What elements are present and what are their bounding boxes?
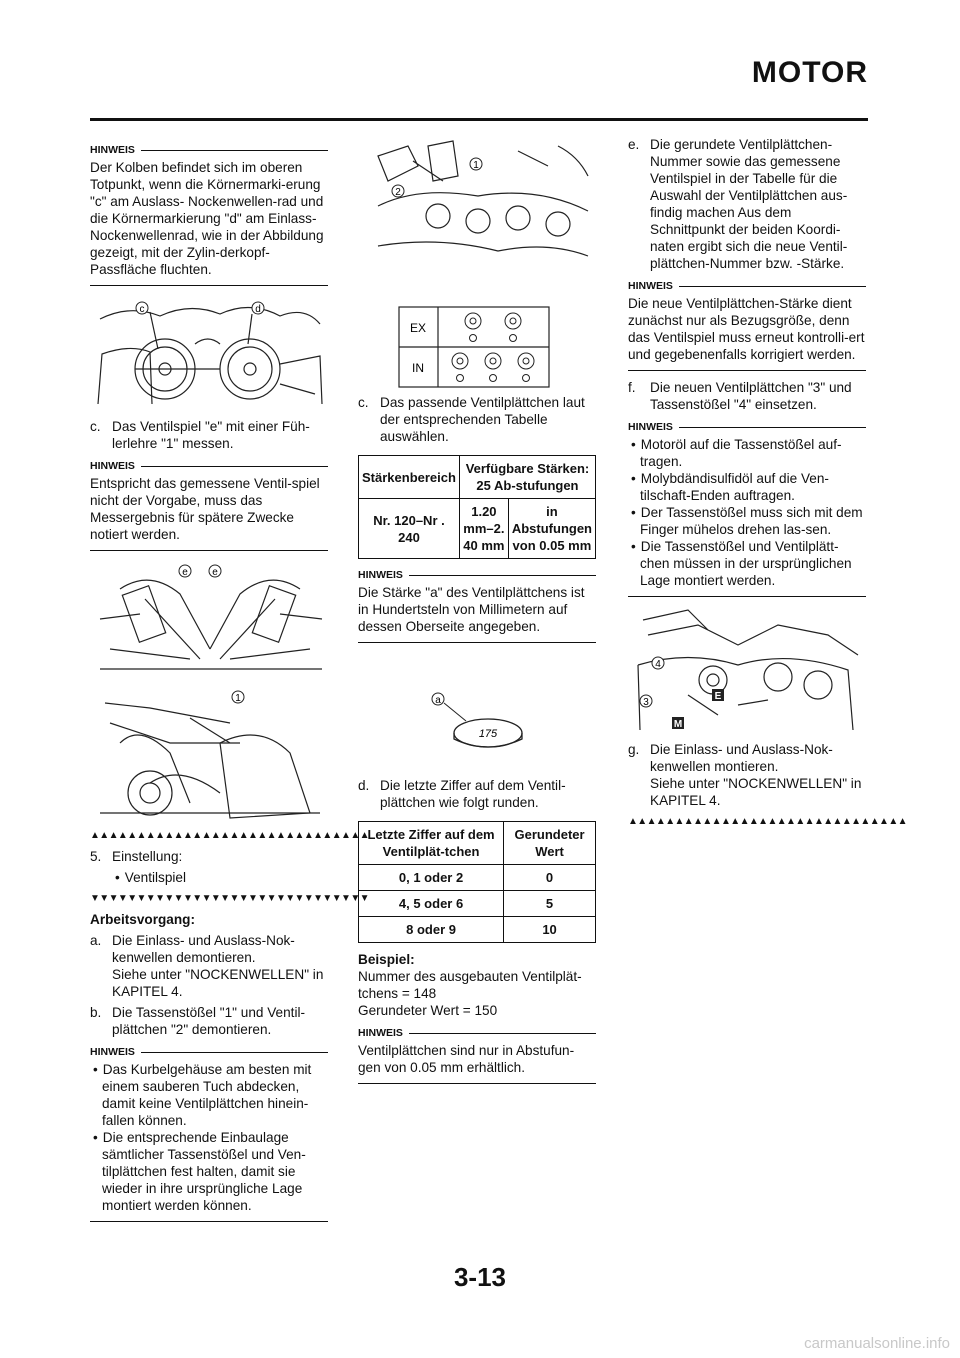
note-text: Ventilplättchen sind nur in Abstufun-gen von 0.05 mm erhältlich. (358, 1043, 575, 1075)
fig-label-4: 4 (655, 659, 661, 670)
page-title: MOTOR (751, 56, 868, 89)
table-cell: 1.20 mm–2. 40 mm (459, 499, 508, 559)
step-f (628, 379, 866, 413)
step-main-text: Die Einlass- und Auslass-Nok-kenwellen demontieren. (112, 933, 295, 965)
note-hinweis-2 (90, 475, 328, 551)
note-label: HINWEIS (358, 567, 596, 584)
note-hinweis-3 (90, 1061, 328, 1222)
step-b (90, 1004, 328, 1038)
fig-label-m: M (673, 719, 683, 730)
shim-number: 175 (478, 728, 498, 740)
fig-label-3: 3 (643, 697, 649, 708)
step-letter: a. (90, 933, 102, 948)
triangle-divider-up: ▲▲▲▲▲▲▲▲▲▲▲▲▲▲▲▲▲▲▲▲▲▲▲▲▲▲▲▲▲▲ (90, 830, 369, 841)
figure-feeler-gauge (90, 683, 328, 823)
figure-tappet-install (628, 605, 866, 735)
example-line: Nummer des ausgebauten Ventilplät-tchens = 148 (358, 969, 582, 1001)
triangle-divider-up: ▲▲▲▲▲▲▲▲▲▲▲▲▲▲▲▲▲▲▲▲▲▲▲▲▲▲▲▲▲▲ (628, 816, 907, 827)
row-label-ex: EX (409, 321, 427, 335)
page-number: 3-13 (453, 1262, 507, 1292)
fig-label-d: d (255, 304, 261, 315)
column-2 (358, 136, 596, 1092)
figure-tappet-removal (358, 136, 596, 266)
table-header: Letzte Ziffer auf dem Ventilplät-tchen (359, 822, 504, 865)
note-label: HINWEIS (358, 1025, 596, 1042)
note-list (628, 436, 866, 589)
list-item: • Motoröl auf die Tassenstößel auf-tragen. (628, 436, 866, 470)
column-1 (90, 136, 369, 1230)
table-header: Verfügbare Stärken: 25 Ab-stufungen (459, 456, 595, 499)
fig-label-2: 2 (395, 187, 401, 198)
fig-label-e: E (714, 691, 722, 702)
step-a (90, 932, 328, 1000)
note-label: HINWEIS (628, 419, 866, 436)
table-row (359, 917, 596, 943)
section-title: Einstellung: (112, 849, 183, 864)
note-text: Entspricht das gemessene Ventil-spiel nicht der Vorgabe, muss das Messergebnis für spätere Zwecke notiert werden. (90, 476, 320, 542)
step-text: Die neuen Ventilplättchen "3" und Tassenstößel "4" einsetzen. (650, 380, 852, 412)
watermark: carmanualsonline.info (804, 1335, 950, 1352)
note-label: HINWEIS (90, 142, 328, 159)
note-label: HINWEIS (90, 1044, 328, 1061)
fig-label-1: 1 (235, 693, 241, 704)
list-item: • Der Tassenstößel muss sich mit dem Finger mühelos drehen las-sen. (628, 504, 866, 538)
step-reference: Siehe unter "NOCKENWELLEN" in KAPITEL 4. (112, 967, 324, 999)
note-list (90, 1061, 328, 1214)
triangle-divider-down: ▼▼▼▼▼▼▼▼▼▼▼▼▼▼▼▼▼▼▼▼▼▼▼▼▼▼▼▼▼▼ (90, 893, 369, 904)
header-rule (90, 118, 868, 121)
step-letter: f. (628, 380, 636, 395)
section-bullets (90, 869, 328, 886)
step-letter: g. (628, 742, 640, 757)
note-hinweis-7 (628, 436, 866, 597)
note-hinweis-6 (628, 295, 866, 371)
fig-label-1: 1 (473, 160, 479, 171)
shim-range-table (358, 455, 596, 559)
rounding-table (358, 821, 596, 943)
figure-camshaft-marks (90, 294, 328, 412)
table-cell: in Abstufungen von 0.05 mm (508, 499, 595, 559)
step-c (358, 394, 596, 445)
list-item: • Die Tassenstößel und Ventilplätt-chen müssen in der ursprünglichen Lage montiert werden. (628, 538, 866, 589)
step-text: Die Tassenstößel "1" und Ventil-plättchen "2" demontieren. (112, 1005, 306, 1037)
note-label: HINWEIS (628, 278, 866, 295)
step-e (628, 136, 866, 272)
table-cell: 0 (504, 865, 596, 891)
fig-label-e1: e (182, 567, 188, 578)
table-header: Stärkenbereich (359, 456, 460, 499)
note-text: Die neue Ventilplättchen-Stärke dient zunächst nur als Bezugsgröße, denn das Ventilspiel muss erneut kontrolli-ert und gegebenenfalls korrigiert werden. (628, 296, 865, 362)
figure-valve-clearance (90, 559, 328, 677)
list-item: • Ventilspiel (112, 869, 328, 886)
note-hinweis-1 (90, 159, 328, 286)
table-row (359, 865, 596, 891)
step-text (112, 932, 328, 1000)
section-number: 5. (90, 849, 102, 864)
table-row (359, 891, 596, 917)
figure-ex-in-layout (398, 306, 596, 388)
procedure-title: Arbeitsvorgang: (90, 912, 195, 927)
list-item: • Die entsprechende Einbaulage sämtlicher Tassenstößel und Ven-tilplättchen fest halten, damit sie wieder in ihre ursprüngliche Lage montiert werden können. (90, 1129, 328, 1214)
table-header: Gerundeter Wert (504, 822, 596, 865)
step-main-text: Die Einlass- und Auslass-Nok-kenwellen montieren. (650, 742, 833, 774)
step-text: Das Ventilspiel "e" mit einer Füh-lerlehre "1" messen. (112, 419, 310, 451)
note-text: Der Kolben befindet sich im oberen Totpunkt, wenn die Körnermarki-erung "c" am Auslass- Nockenwellen-rad und die Körnermarkierung "d" am Einlass- Nockenwellenrad, wie in der Abbildung gezeigt, mit der Zylin-derkopf- Passfläche fluchten. (90, 160, 324, 277)
list-item: • Molybdändisulfidöl auf die Ven-tilschaft-Enden auftragen. (628, 470, 866, 504)
step-c (90, 418, 328, 452)
step-text (650, 741, 866, 809)
fig-label-e2: e (212, 567, 218, 578)
step-g (628, 741, 866, 809)
table-cell: 4, 5 oder 6 (359, 891, 504, 917)
figure-shim-marking (358, 651, 596, 771)
fig-label-c: c (139, 304, 145, 315)
step-letter: e. (628, 137, 640, 152)
table-cell: 0, 1 oder 2 (359, 865, 504, 891)
note-hinweis-4 (358, 584, 596, 643)
step-letter: c. (90, 419, 101, 434)
note-text: Die Stärke "a" des Ventilplättchens ist in Hundertsteln von Millimetern auf dessen Oberseite angegeben. (358, 585, 585, 634)
column-3 (628, 136, 907, 834)
step-letter: d. (358, 778, 370, 793)
row-label-in: IN (412, 361, 424, 375)
list-item: • Das Kurbelgehäuse am besten mit einem sauberen Tuch abdecken, damit keine Ventilplättchen hinein-fallen können. (90, 1061, 328, 1129)
table-cell: Nr. 120–Nr . 240 (359, 499, 460, 559)
table-cell: 10 (504, 917, 596, 943)
section-5 (90, 848, 328, 865)
step-text: Das passende Ventilplättchen laut der entsprechenden Tabelle auswählen. (380, 395, 585, 444)
note-hinweis-5 (358, 1042, 596, 1084)
step-d (358, 777, 596, 811)
note-label: HINWEIS (90, 458, 328, 475)
example-title: Beispiel: (358, 952, 415, 967)
step-letter: b. (90, 1005, 102, 1020)
step-text: Die gerundete Ventilplättchen-Nummer sowie das gemessene Ventilspiel in der Tabelle für die Auswahl der Ventilplättchen aus-findig machen Aus dem Schnittpunkt der beiden Koordi-naten ergibt sich die neue Ventil-plättchen-Nummer bzw. -Stärke. (650, 137, 848, 271)
step-letter: c. (358, 395, 369, 410)
table-cell: 8 oder 9 (359, 917, 504, 943)
step-text: Die letzte Ziffer auf dem Ventil-plättchen wie folgt runden. (380, 778, 566, 810)
example-line: Gerundeter Wert = 150 (358, 1003, 498, 1018)
fig-label-a: a (435, 695, 441, 706)
table-cell: 5 (504, 891, 596, 917)
step-reference: Siehe unter "NOCKENWELLEN" in KAPITEL 4. (650, 776, 862, 808)
